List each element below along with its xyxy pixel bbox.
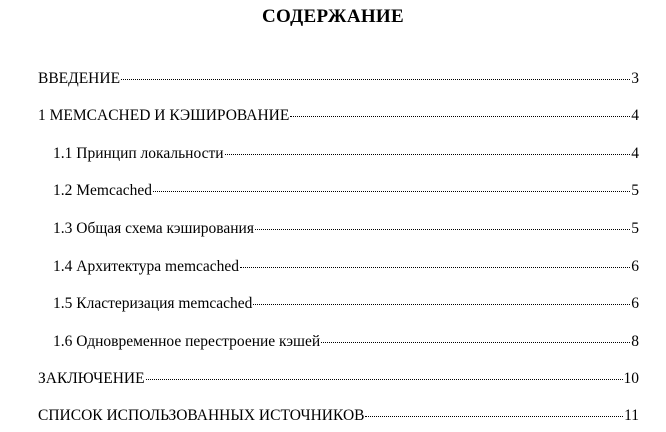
toc-entry-label: СПИСОК ИСПОЛЬЗОВАННЫХ ИСТОЧНИКОВ <box>38 407 365 424</box>
toc-entry-section-1-1[interactable] <box>53 144 639 164</box>
dot-leader <box>225 154 631 155</box>
toc-entry-page: 10 <box>623 370 639 387</box>
dot-leader <box>240 267 630 268</box>
dot-leader <box>146 379 623 380</box>
toc-entry-section-1-3[interactable] <box>53 219 639 239</box>
toc-entry-page: 6 <box>631 258 639 275</box>
toc-entry-chapter-1[interactable] <box>38 106 639 126</box>
dot-leader <box>255 229 630 230</box>
page-title: СОДЕРЖАНИЕ <box>262 6 404 27</box>
dot-leader <box>253 304 630 305</box>
toc-entry-page: 8 <box>631 333 639 350</box>
toc-entry-conclusion[interactable] <box>38 369 639 389</box>
toc-entry-page: 5 <box>631 182 639 199</box>
toc-entry-page: 4 <box>631 145 639 162</box>
toc-entry-label: 1.4 Архитектура memcached <box>53 258 240 275</box>
toc-entry-page: 6 <box>631 295 639 312</box>
toc-entry-label: 1 MEMCACHED И КЭШИРОВАНИЕ <box>38 107 290 124</box>
toc-entry-section-1-6[interactable] <box>53 332 639 352</box>
toc-entry-page: 5 <box>631 220 639 237</box>
toc-entry-references[interactable] <box>38 406 639 426</box>
dot-leader <box>365 416 623 417</box>
toc-entry-section-1-5[interactable] <box>53 294 639 314</box>
toc-entry-label: ЗАКЛЮЧЕНИЕ <box>38 370 145 387</box>
toc-entry-label: 1.2 Memcached <box>53 182 152 199</box>
toc-entry-label: ВВЕДЕНИЕ <box>38 70 121 87</box>
toc-entry-section-1-4[interactable] <box>53 257 639 277</box>
toc-entry-section-1-2[interactable] <box>53 181 639 201</box>
toc-entry-page: 3 <box>631 70 639 87</box>
toc-entry-label: 1.5 Кластеризация memcached <box>53 295 253 312</box>
toc-entry-label: 1.6 Одновременное перестроение кэшей <box>53 333 321 350</box>
dot-leader <box>153 191 630 192</box>
toc-entry-label: 1.1 Принцип локальности <box>53 145 224 162</box>
dot-leader <box>290 116 630 117</box>
toc-entry-label: 1.3 Общая схема кэширования <box>53 220 254 237</box>
dot-leader <box>121 79 630 80</box>
toc-entry-page: 11 <box>624 407 639 424</box>
toc-entry-introduction[interactable] <box>38 69 639 89</box>
dot-leader <box>321 342 630 343</box>
toc-entry-page: 4 <box>631 107 639 124</box>
